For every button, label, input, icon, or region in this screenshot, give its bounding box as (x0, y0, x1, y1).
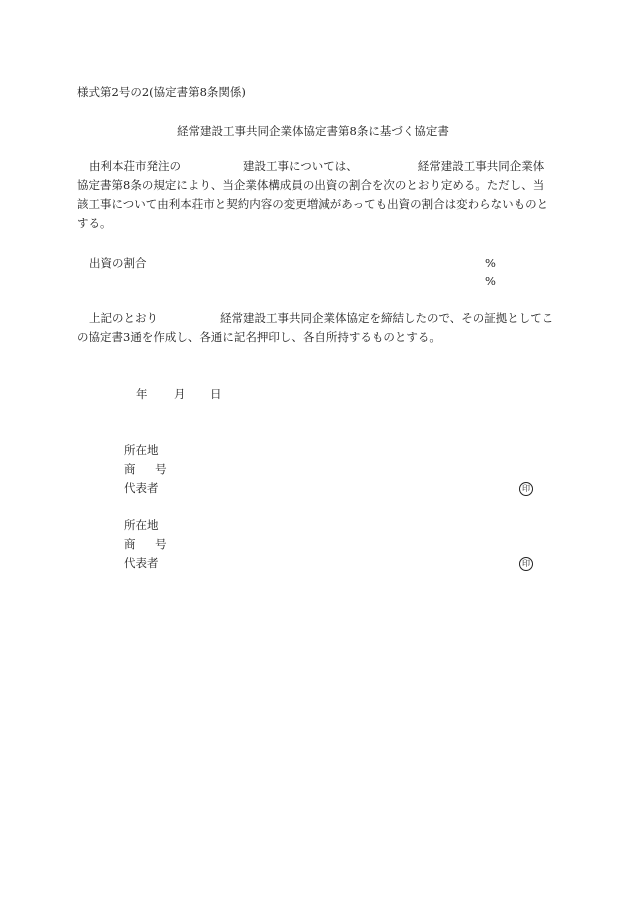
member-2-company-label: 商 号 (124, 537, 175, 551)
member-1-company-label: 商 号 (124, 462, 175, 476)
date-month: 月 (174, 387, 186, 401)
member-1-seal-icon: 印 (519, 482, 533, 496)
para2-part1: 上記のとおり (89, 311, 158, 325)
para1-part1: 由利本荘市発注の (89, 159, 181, 173)
member-2-representative-label: 代表者 (124, 556, 159, 570)
para2-part2: 経常建設工事共同企業体協定を締結したので、その証拠としてこの協定書3通を作成し、各通に記名押印し、各自所持するものとする。 (77, 311, 554, 344)
member-2-address-label: 所在地 (124, 518, 159, 532)
member-2-seal-icon: 印 (519, 557, 533, 571)
date-year: 年 (136, 387, 148, 401)
date-day: 日 (210, 387, 222, 401)
para1-part2: 建設工事については、 (243, 159, 358, 173)
member-1-address-label: 所在地 (124, 443, 159, 457)
para1-part3: 経常建設工事共同企業体協定書第8条の規定により、当企業体構成員の出資の割合を次のとおり定める。ただし、当該工事について由利本荘市と契約内容の変更増減があっても出資の割合は変わらないものとする。 (77, 159, 549, 230)
member-1-representative-label: 代表者 (124, 481, 159, 495)
document-title: 経常建設工事共同企業体協定書第8条に基づく協定書 (177, 124, 449, 138)
paragraph-ratio-agreement (77, 157, 555, 233)
percent-1: % (485, 256, 496, 270)
form-label: 様式第2号の2(協定書第8条関係) (77, 85, 246, 99)
paragraph-conclusion (77, 309, 555, 347)
ratio-label: 出資の割合 (89, 256, 147, 270)
percent-2: % (485, 274, 496, 288)
